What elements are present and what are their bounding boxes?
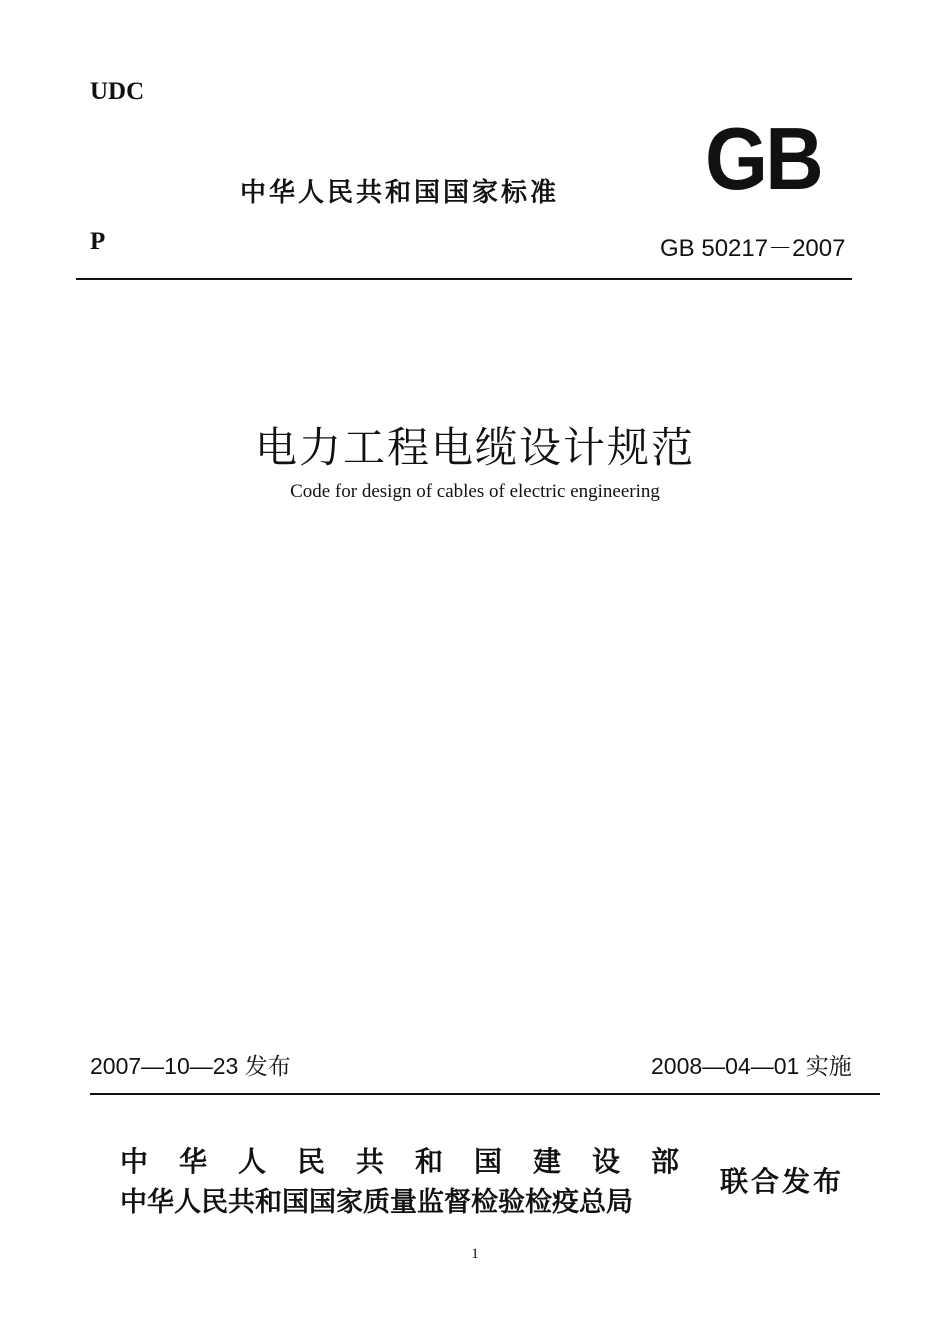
joint-release-label: 联合发布 <box>720 1165 845 1198</box>
standard-type: 中华人民共和国国家标准 <box>240 178 560 208</box>
issuer-aqsiq: 中华人民共和国国家质量监督检验检疫总局 <box>120 1187 633 1218</box>
standard-number: GB 50217－2007 <box>660 235 846 262</box>
udc-label: UDC <box>90 78 145 105</box>
title-chinese: 电力工程电缆设计规范 <box>254 423 695 472</box>
gb-logo: GB <box>705 109 821 208</box>
issuer-ministry: 中华人民共和国建设部 <box>120 1145 711 1178</box>
issue-date: 2007—10—23 发布 <box>90 1053 291 1079</box>
bottom-divider <box>90 1093 880 1095</box>
implementation-date: 2008—04—01 实施 <box>651 1053 852 1079</box>
page-number: 1 <box>471 1246 479 1262</box>
title-english: Code for design of cables of electric engineering <box>290 481 660 502</box>
top-divider <box>76 278 852 280</box>
classification-code: P <box>90 228 106 255</box>
